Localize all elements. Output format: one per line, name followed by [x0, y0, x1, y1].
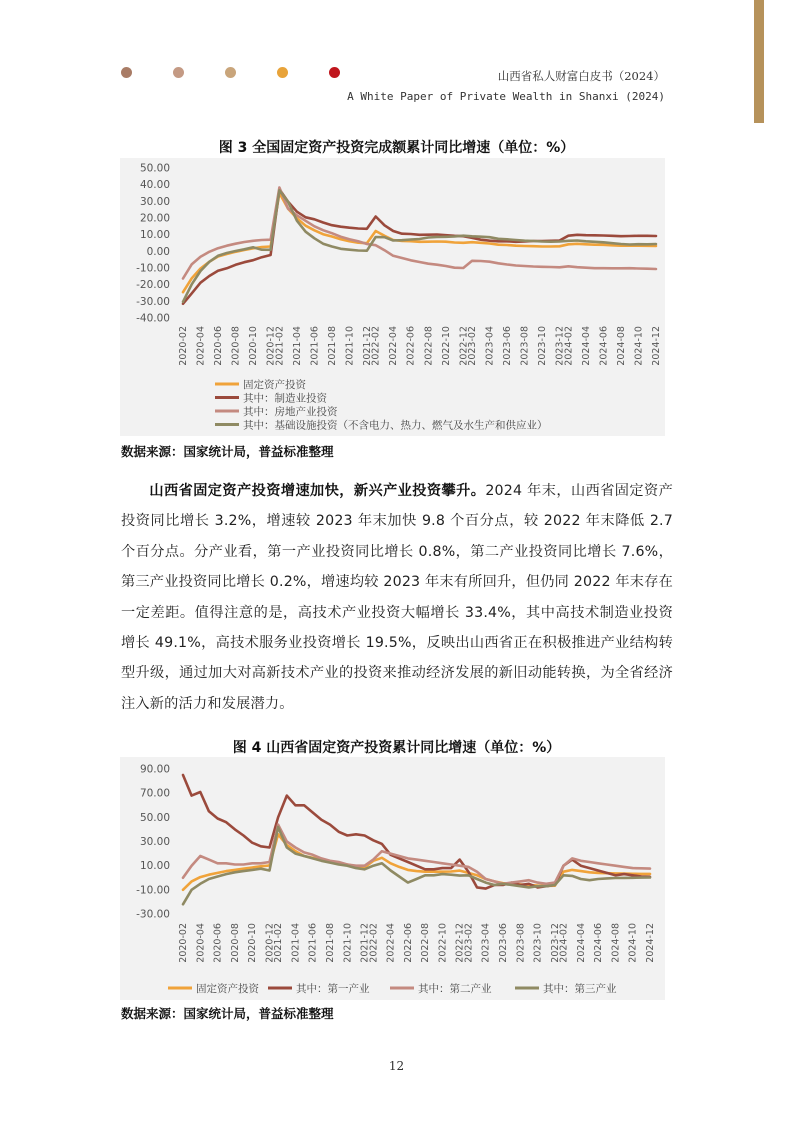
y-tick-label: -30.00	[136, 295, 170, 308]
x-tick-label: 2021-08	[326, 326, 338, 366]
y-tick-label: -10.00	[136, 884, 170, 897]
y-tick-label: 10.00	[139, 860, 170, 873]
x-tick-label: 2024-02	[563, 326, 575, 366]
x-tick-label: 2021-12	[361, 326, 373, 366]
x-tick-label: 2022-04	[385, 923, 397, 963]
x-tick-label: 2022-06	[405, 326, 417, 366]
accent-side-bar	[754, 0, 764, 123]
x-tick-label: 2024-10	[633, 326, 645, 366]
series-line-3	[183, 825, 650, 884]
x-tick-label: 2021-08	[325, 923, 337, 963]
x-tick-label: 2022-06	[402, 923, 414, 963]
x-tick-label: 2023-02	[467, 326, 479, 366]
x-tick-label: 2021-06	[307, 923, 319, 963]
series-line-4	[183, 190, 656, 301]
x-tick-label: 2021-04	[291, 326, 303, 366]
header-dot	[329, 67, 340, 78]
figure3-chart	[120, 158, 665, 436]
x-tick-label: 2023-12	[549, 923, 561, 963]
x-tick-label: 2021-10	[342, 923, 354, 963]
x-tick-label: 2021-10	[344, 326, 356, 366]
x-tick-label: 2023-06	[502, 326, 514, 366]
x-tick-label: 2024-06	[598, 326, 610, 366]
x-tick-label: 2020-02	[178, 326, 189, 366]
x-tick-label: 2024-12	[651, 326, 662, 366]
x-tick-label: 2020-06	[212, 923, 224, 963]
x-tick-label: 2024-08	[610, 923, 622, 963]
x-tick-label: 2024-10	[627, 923, 639, 963]
x-tick-label: 2022-08	[420, 923, 432, 963]
legend-label-4: 其中：基础设施投资（不含电力、热力、燃气及水生产和供应业）	[243, 419, 548, 432]
legend-label-2: 其中：第一产业	[296, 983, 370, 995]
header-title-cn: 山西省私人财富白皮书（2024）	[497, 69, 665, 83]
header-dot	[277, 67, 288, 78]
x-tick-label: 2020-04	[195, 326, 207, 366]
x-tick-label: 2022-12	[458, 326, 470, 366]
legend-label-3: 其中：房地产业投资	[243, 406, 338, 418]
x-tick-label: 2021-06	[309, 326, 321, 366]
x-tick-label: 2023-10	[537, 326, 549, 366]
series-line-1	[183, 193, 656, 292]
x-tick-label: 2022-02	[368, 923, 380, 963]
header-dot	[121, 67, 132, 78]
x-tick-label: 2022-08	[423, 326, 435, 366]
x-tick-label: 2022-10	[440, 326, 452, 366]
header-dots	[121, 67, 340, 78]
x-tick-label: 2023-04	[480, 923, 492, 963]
x-tick-label: 2023-02	[463, 923, 475, 963]
x-tick-label: 2022-12	[454, 923, 466, 963]
x-tick-label: 2020-06	[213, 326, 225, 366]
y-tick-label: 50.00	[139, 811, 170, 824]
x-tick-label: 2020-04	[195, 923, 207, 963]
legend-label-1: 固定资产投资	[196, 983, 259, 995]
legend-label-2: 其中：制造业投资	[243, 392, 327, 405]
x-tick-label: 2020-10	[247, 923, 259, 963]
y-tick-label: 10.00	[139, 229, 170, 242]
x-tick-label: 2023-08	[519, 326, 531, 366]
figure3-chart-box	[120, 158, 665, 436]
y-tick-label: 90.00	[139, 763, 170, 776]
x-tick-label: 2024-08	[615, 326, 627, 366]
x-tick-label: 2023-10	[532, 923, 544, 963]
x-tick-label: 2021-04	[290, 923, 302, 963]
series-line-3	[183, 188, 656, 279]
x-tick-label: 2024-06	[593, 923, 605, 963]
paragraph-body: 2024 年末，山西省固定资产投资同比增长 3.2%，增速较 2023 年末加快 9.8 个百分点，较 2022 年末降低 2.7 个百分点。分产业看，第一产业投资同比增长 0.8%，第二产业投资同比增长 7.6%，第三产业投资同比增长 0.2%，增速均较 2023 年末有所回升，但仍同 2022 年末存在一定差距。值得注意的是，高技术产业投资大幅增长 33.4%，其中高技术制造业投资增长 49.1%，高技术服务业投资增长 19.5%，反映出山西省正在积极推进产业结构转型升级，通过加大对高新技术产业的投资来推动经济发展的新旧动能转换，为全省经济注入新的活力和发展潜力。	[121, 483, 673, 712]
y-tick-label: -20.00	[136, 279, 170, 292]
x-tick-label: 2023-12	[554, 326, 566, 366]
header-title-en: A White Paper of Private Wealth in Shanxi (2024)	[347, 90, 665, 103]
figure4-source: 数据来源：国家统计局，普益标准整理	[121, 1006, 334, 1021]
x-tick-label: 2021-02	[274, 326, 286, 366]
x-tick-label: 2020-02	[178, 923, 189, 963]
x-tick-label: 2022-02	[370, 326, 382, 366]
x-tick-label: 2020-12	[265, 326, 277, 366]
paragraph-lead: 山西省固定资产投资增速加快，新兴产业投资攀升。	[149, 483, 486, 499]
y-tick-label: 0.00	[146, 245, 170, 258]
legend-label-3: 其中：第二产业	[418, 983, 492, 995]
body-paragraph	[121, 476, 673, 719]
figure4-chart	[120, 757, 665, 1000]
y-tick-label: 30.00	[139, 195, 170, 208]
y-tick-label: 20.00	[139, 212, 170, 225]
x-tick-label: 2024-12	[645, 923, 656, 963]
x-tick-label: 2021-02	[273, 923, 285, 963]
legend-label-4: 其中：第三产业	[543, 983, 617, 995]
y-tick-label: -10.00	[136, 262, 170, 275]
x-tick-label: 2020-08	[230, 326, 242, 366]
x-tick-label: 2023-08	[515, 923, 527, 963]
x-tick-label: 2023-06	[497, 923, 509, 963]
x-tick-label: 2020-12	[264, 923, 276, 963]
x-tick-label: 2024-04	[575, 923, 587, 963]
figure3-source: 数据来源：国家统计局，普益标准整理	[121, 444, 334, 459]
page-number: 12	[388, 1059, 405, 1073]
y-tick-label: 30.00	[139, 836, 170, 848]
header-dot	[173, 67, 184, 78]
x-tick-label: 2020-08	[229, 923, 241, 963]
legend-label-1: 固定资产投资	[243, 379, 306, 391]
x-tick-label: 2023-04	[484, 326, 496, 366]
y-tick-label: 70.00	[139, 787, 170, 800]
x-tick-label: 2024-04	[580, 326, 592, 366]
x-tick-label: 2022-10	[437, 923, 449, 963]
y-tick-label: 40.00	[139, 179, 170, 192]
x-tick-label: 2024-02	[558, 923, 570, 963]
x-tick-label: 2022-04	[388, 326, 400, 366]
x-tick-label: 2020-10	[248, 326, 260, 366]
y-tick-label: -30.00	[136, 908, 170, 921]
figure3-title: 图 3 全国固定资产投资完成额累计同比增速（单位：%）	[218, 140, 575, 156]
y-tick-label: 50.00	[139, 162, 170, 175]
x-tick-label: 2021-12	[359, 923, 371, 963]
figure4-chart-box	[120, 757, 665, 1000]
figure4-title: 图 4 山西省固定资产投资累计同比增速（单位：%）	[232, 740, 561, 756]
header-dot	[225, 67, 236, 78]
y-tick-label: -40.00	[136, 312, 170, 325]
